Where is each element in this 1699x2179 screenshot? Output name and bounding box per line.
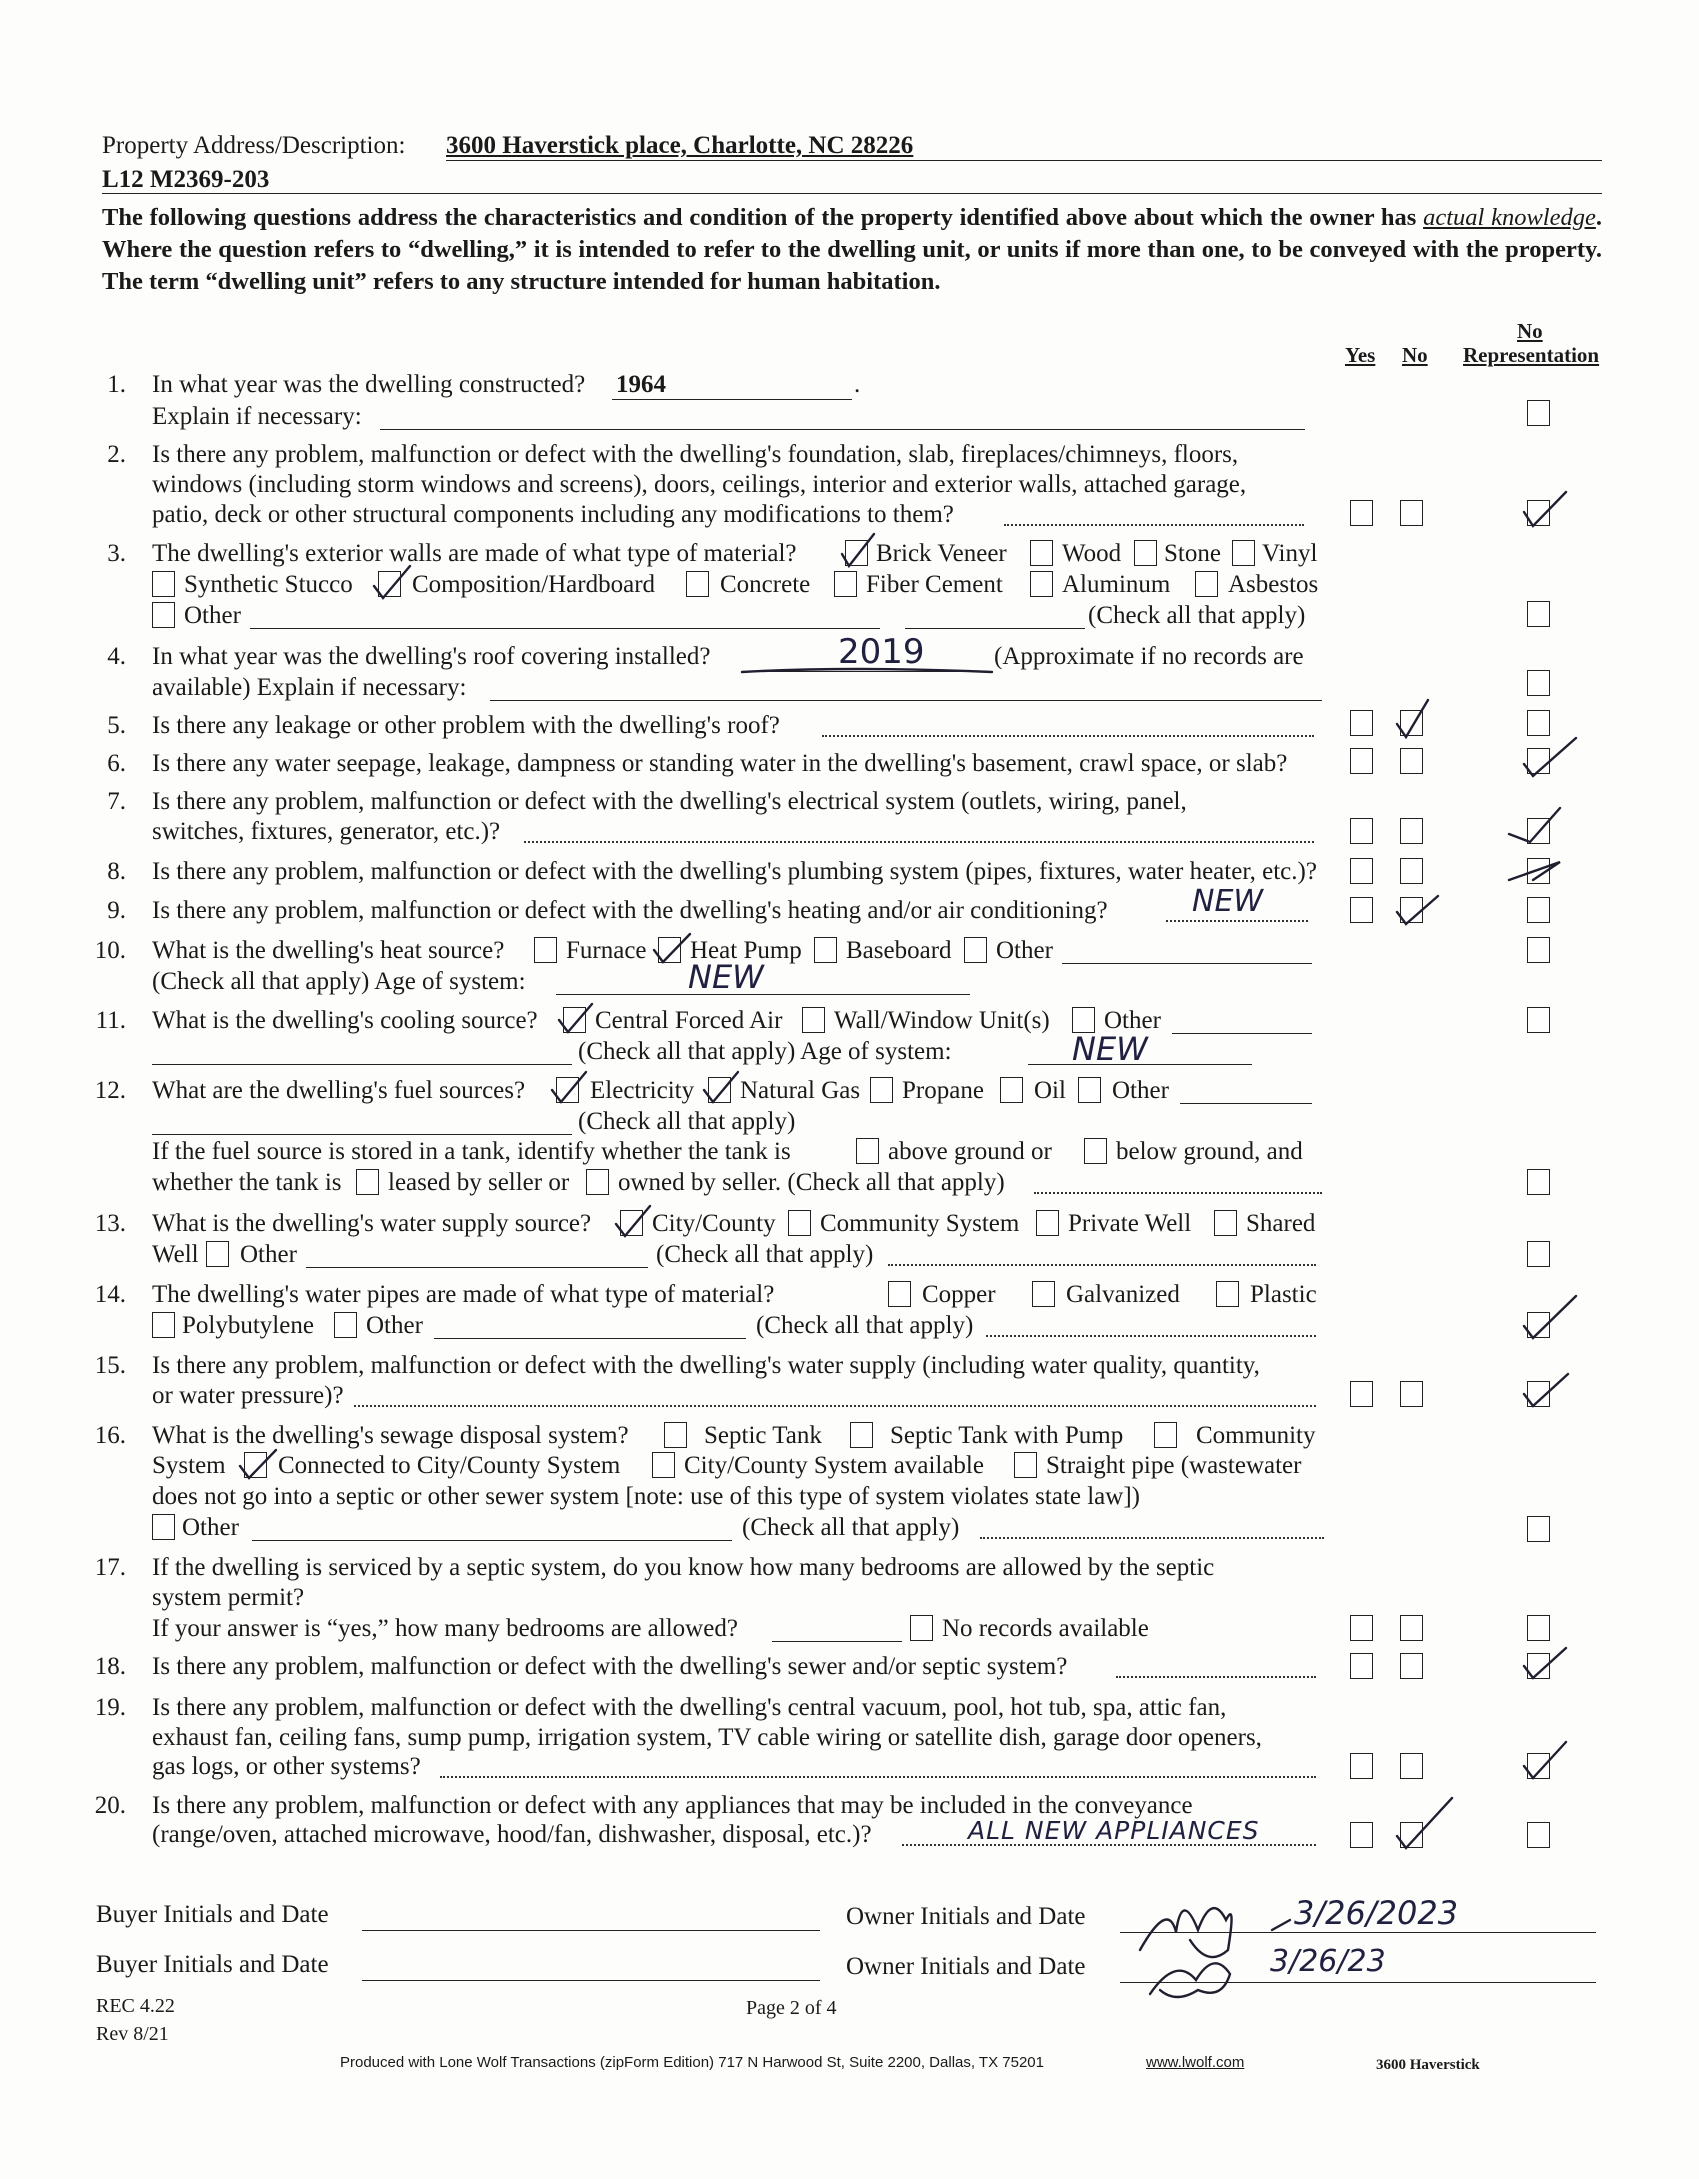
q13-community-label: Community System	[820, 1210, 1020, 1237]
q10-heat-pump-check	[654, 934, 690, 962]
q12-above-label: above ground or	[888, 1138, 1052, 1165]
q3-brick-check	[842, 534, 874, 566]
q11-central-label: Central Forced Air	[595, 1007, 783, 1034]
q3-stucco-label: Synthetic Stucco	[184, 571, 353, 598]
q2-no-rep-check	[1524, 492, 1566, 526]
q16-check-all: (Check all that apply)	[742, 1514, 960, 1541]
q14-poly-label: Polybutylene	[182, 1312, 314, 1339]
q7-line1: Is there any problem, malfunction or defect with the dwelling's electrical system (outlets, wiring, panel,	[152, 788, 1187, 815]
q12-owned-label: owned by seller. (Check all that apply)	[618, 1169, 1005, 1196]
q13-other-label: Other	[240, 1241, 297, 1268]
q16-other-label: Other	[182, 1514, 239, 1541]
owner-initials-2-line[interactable]	[1120, 1982, 1596, 1983]
q12-electricity-label: Electricity	[590, 1077, 695, 1104]
q3-concrete-label: Concrete	[720, 571, 811, 598]
q17-no-records-label: No records available	[942, 1615, 1149, 1642]
q20-no-check	[1397, 1798, 1452, 1848]
q7-number: 7.	[107, 788, 126, 815]
q17-line1: If the dwelling is serviced by a septic system, do you know how many bedrooms are allowed by the septic	[152, 1554, 1215, 1581]
q12-leased-label: leased by seller or	[388, 1169, 570, 1196]
q11-wall-label: Wall/Window Unit(s)	[834, 1007, 1050, 1034]
yes-column-header: Yes	[1345, 343, 1376, 367]
q1-period: .	[854, 371, 861, 398]
page-number: Page 2 of 4	[746, 1997, 837, 2019]
q1-text: In what year was the dwelling constructed?	[152, 371, 586, 398]
q14-number: 14.	[94, 1281, 126, 1308]
buyer-initials-1-line[interactable]	[362, 1930, 820, 1931]
actual-knowledge-emphasis: actual knowledge	[1423, 204, 1596, 231]
file-name: 3600 Haverstick	[1376, 2057, 1480, 2073]
buyer-initials-2-line[interactable]	[362, 1980, 820, 1981]
q12-below-label: below ground, and	[1116, 1138, 1303, 1165]
q9-text: Is there any problem, malfunction or defect with the dwelling's heating and/or air conditioning?	[152, 897, 1108, 924]
parcel-id: L12 M2369-203	[102, 166, 270, 193]
q19-line3: gas logs, or other systems?	[152, 1753, 421, 1780]
q12-tank-whether: whether the tank is	[152, 1169, 342, 1196]
q14-other-label: Other	[366, 1312, 423, 1339]
q20-number: 20.	[94, 1792, 126, 1819]
q13-city-check	[616, 1206, 650, 1236]
q4-number: 4.	[107, 643, 126, 670]
q5-no-check	[1397, 700, 1428, 737]
q10-age-label: (Check all that apply) Age of system:	[152, 968, 526, 995]
q11-number: 11.	[95, 1007, 126, 1034]
owner-initials-2-label: Owner Initials and Date	[846, 1953, 1086, 1980]
q12-gas-check	[704, 1072, 738, 1102]
owner-date-2-handwritten: 3/26/23	[1270, 1944, 1386, 1979]
intro-paragraph: The following questions address the characteristics and condition of the property identified above about which the owner has actual knowledge. Where the question refers to “dwelling,” it is intended to refer to the dwelling unit, or units if more than one, to be conveyed with the property. The term “dwelling unit” refers to any structure intended for human habitation.	[102, 204, 1602, 295]
form-code: REC 4.22	[96, 1995, 175, 2017]
q3-asbestos-label: Asbestos	[1228, 571, 1319, 598]
q14-text: The dwelling's water pipes are made of what type of material?	[152, 1281, 775, 1308]
q10-heat-pump-label: Heat Pump	[690, 937, 802, 964]
q11-text: What is the dwelling's cooling source?	[152, 1007, 538, 1034]
q6-no-rep-check	[1524, 738, 1576, 776]
q15-no-rep-check	[1524, 1374, 1568, 1406]
q12-propane-label: Propane	[902, 1077, 984, 1104]
no-column-header: No	[1402, 343, 1428, 367]
q15-number: 15.	[94, 1352, 126, 1379]
q6-text: Is there any water seepage, leakage, dampness or standing water in the dwelling's basement, crawl space, or slab?	[152, 750, 1288, 777]
q3-number: 3.	[107, 540, 126, 567]
q11-central-check	[559, 1004, 592, 1032]
q16-text: What is the dwelling's sewage disposal system?	[152, 1422, 629, 1449]
q15-line1: Is there any problem, malfunction or defect with the dwelling's water supply (including water quality, quantity,	[152, 1352, 1260, 1379]
q4-year-handwritten: 2019	[838, 632, 925, 672]
owner-initials-1-line[interactable]	[1120, 1932, 1596, 1933]
q3-composition-label: Composition/Hardboard	[412, 571, 656, 598]
q10-furnace-label: Furnace	[566, 937, 647, 964]
q14-no-rep-check	[1524, 1296, 1576, 1338]
q16-septic-pump-label: Septic Tank with Pump	[890, 1422, 1124, 1449]
q3-wood-label: Wood	[1062, 540, 1122, 567]
q11-age-handwritten: NEW	[1072, 1030, 1148, 1068]
q5-text: Is there any leakage or other problem with the dwelling's roof?	[152, 712, 780, 739]
q16-number: 16.	[94, 1422, 126, 1449]
q3-aluminum-label: Aluminum	[1062, 571, 1171, 598]
buyer-initials-1-label: Buyer Initials and Date	[96, 1901, 329, 1928]
q1-explain: Explain if necessary:	[152, 403, 362, 430]
q4-year-underline-stroke	[742, 669, 992, 672]
q15-line2: or water pressure)?	[152, 1382, 344, 1409]
q20-handwritten: ALL NEW APPLIANCES	[968, 1816, 1260, 1845]
q18-number: 18.	[94, 1653, 126, 1680]
address-label: Property Address/Description:	[102, 132, 406, 159]
q9-no-check	[1397, 896, 1438, 924]
q2-line3: patio, deck or other structural components including any modifications to them?	[152, 501, 954, 528]
buyer-initials-2-label: Buyer Initials and Date	[96, 1951, 329, 1978]
q1-year: 1964	[616, 371, 666, 398]
no-rep-header-1: No	[1517, 319, 1543, 343]
q7-no-rep-check	[1509, 808, 1560, 842]
q13-text: What is the dwelling's water supply source?	[152, 1210, 592, 1237]
q9-number: 9.	[107, 897, 126, 924]
q12-tank-text: If the fuel source is stored in a tank, identify whether the tank is	[152, 1138, 791, 1165]
q5-number: 5.	[107, 712, 126, 739]
q12-text: What are the dwelling's fuel sources?	[152, 1077, 526, 1104]
q10-number: 10.	[94, 937, 126, 964]
q16-connected-check	[240, 1450, 276, 1478]
q13-city-label: City/County	[652, 1210, 776, 1237]
q9-handwritten-new: NEW	[1192, 884, 1264, 919]
q12-other-label: Other	[1112, 1077, 1169, 1104]
q16-straight-label: Straight pipe (wastewater	[1046, 1452, 1302, 1479]
owner-initials-1-label: Owner Initials and Date	[846, 1903, 1086, 1930]
q4-explain: available) Explain if necessary:	[152, 674, 467, 701]
q3-stone-label: Stone	[1164, 540, 1221, 567]
q6-number: 6.	[107, 750, 126, 777]
q3-other-label: Other	[184, 602, 241, 629]
q16-line3: does not go into a septic or other sewer system [note: use of this type of system violates state law])	[152, 1483, 1140, 1510]
q10-text: What is the dwelling's heat source?	[152, 937, 505, 964]
q16-available-label: City/County System available	[684, 1452, 984, 1479]
q19-line1: Is there any problem, malfunction or defect with the dwelling's central vacuum, pool, hot tub, spa, attic fan,	[152, 1694, 1227, 1721]
q3-check-all: (Check all that apply)	[1088, 602, 1306, 629]
q10-age-handwritten: NEW	[688, 958, 764, 996]
q3-fiber-label: Fiber Cement	[866, 571, 1003, 598]
q12-oil-label: Oil	[1034, 1077, 1066, 1104]
q12-electricity-check	[552, 1072, 586, 1102]
q18-no-rep-check	[1524, 1648, 1566, 1678]
q16-system-label: System	[152, 1452, 226, 1479]
q19-number: 19.	[94, 1694, 126, 1721]
q17-line2: system permit?	[152, 1584, 305, 1611]
q20-line1: Is there any problem, malfunction or defect with any appliances that may be included in the conveyance	[152, 1792, 1193, 1819]
q16-septic-label: Septic Tank	[704, 1422, 822, 1449]
signature-stroke-2	[1150, 1963, 1230, 1997]
q13-well-label: Well	[152, 1241, 199, 1268]
q4-approx: (Approximate if no records are	[994, 643, 1304, 670]
q2-line1: Is there any problem, malfunction or defect with the dwelling's foundation, slab, fireplaces/chimneys, floors,	[152, 441, 1239, 468]
lwolf-link[interactable]: www.lwolf.com	[1146, 2054, 1245, 2071]
q14-plastic-label: Plastic	[1250, 1281, 1317, 1308]
owner-date-1-handwritten: 3/26/2023	[1294, 1894, 1459, 1932]
no-rep-header-2: Representation	[1463, 343, 1600, 367]
q10-baseboard-label: Baseboard	[846, 937, 952, 964]
q7-line2: switches, fixtures, generator, etc.)?	[152, 818, 501, 845]
q17-number: 17.	[94, 1554, 126, 1581]
q2-line2: windows (including storm windows and screens), doors, ceilings, interior and exterior walls, attached garage,	[152, 471, 1247, 498]
q8-number: 8.	[107, 858, 126, 885]
owner-initials-1-handwritten: MS	[1238, 1880, 1268, 1904]
q18-text: Is there any problem, malfunction or defect with the dwelling's sewer and/or septic system?	[152, 1653, 1068, 1680]
q10-other-label: Other	[996, 937, 1053, 964]
q20-line2: (range/oven, attached microwave, hood/fan, dishwasher, disposal, etc.)?	[152, 1821, 872, 1848]
q11-other-label: Other	[1104, 1007, 1161, 1034]
q19-line2: exhaust fan, ceiling fans, sump pump, irrigation system, TV cable wiring or satellite dish, garage door openers,	[152, 1724, 1262, 1751]
q8-no-rep-check	[1509, 862, 1560, 880]
date1-underline-stroke	[1272, 1920, 1290, 1930]
produced-with: Produced with Lone Wolf Transactions (zipForm Edition) 717 N Harwood St, Suite 2200, Dallas, TX 75201	[340, 2054, 1044, 2071]
q8-text: Is there any problem, malfunction or defect with the dwelling's plumbing system (pipes, fixtures, water heater, etc.)?	[152, 858, 1317, 885]
q14-copper-label: Copper	[922, 1281, 996, 1308]
q4-text: In what year was the dwelling's roof covering installed?	[152, 643, 711, 670]
q16-connected-label: Connected to City/County System	[278, 1452, 621, 1479]
q13-check-all: (Check all that apply)	[656, 1241, 874, 1268]
q3-text: The dwelling's exterior walls are made of what type of material?	[152, 540, 797, 567]
q13-private-label: Private Well	[1068, 1210, 1192, 1237]
q3-vinyl-label: Vinyl	[1262, 540, 1318, 567]
q1-number: 1.	[107, 371, 126, 398]
q17-line3: If your answer is “yes,” how many bedrooms are allowed?	[152, 1615, 738, 1642]
q16-community-label: Community	[1196, 1422, 1316, 1449]
q2-number: 2.	[107, 441, 126, 468]
form-rev: Rev 8/21	[96, 2023, 169, 2045]
q11-age-label: (Check all that apply) Age of system:	[578, 1038, 952, 1065]
q12-check-all: (Check all that apply)	[578, 1108, 796, 1135]
q14-galvanized-label: Galvanized	[1066, 1281, 1180, 1308]
owner-initials-2-handwritten: SS	[1238, 1934, 1263, 1958]
q12-number: 12.	[94, 1077, 126, 1104]
q3-composition-check	[374, 566, 410, 598]
q13-shared-label: Shared	[1246, 1210, 1316, 1237]
q19-no-rep-check	[1524, 1742, 1566, 1778]
address-value: 3600 Haverstick place, Charlotte, NC 28226	[446, 132, 914, 159]
q12-gas-label: Natural Gas	[740, 1077, 861, 1104]
q13-number: 13.	[94, 1210, 126, 1237]
q14-check-all: (Check all that apply)	[756, 1312, 974, 1339]
q3-brick-label: Brick Veneer	[876, 540, 1007, 567]
